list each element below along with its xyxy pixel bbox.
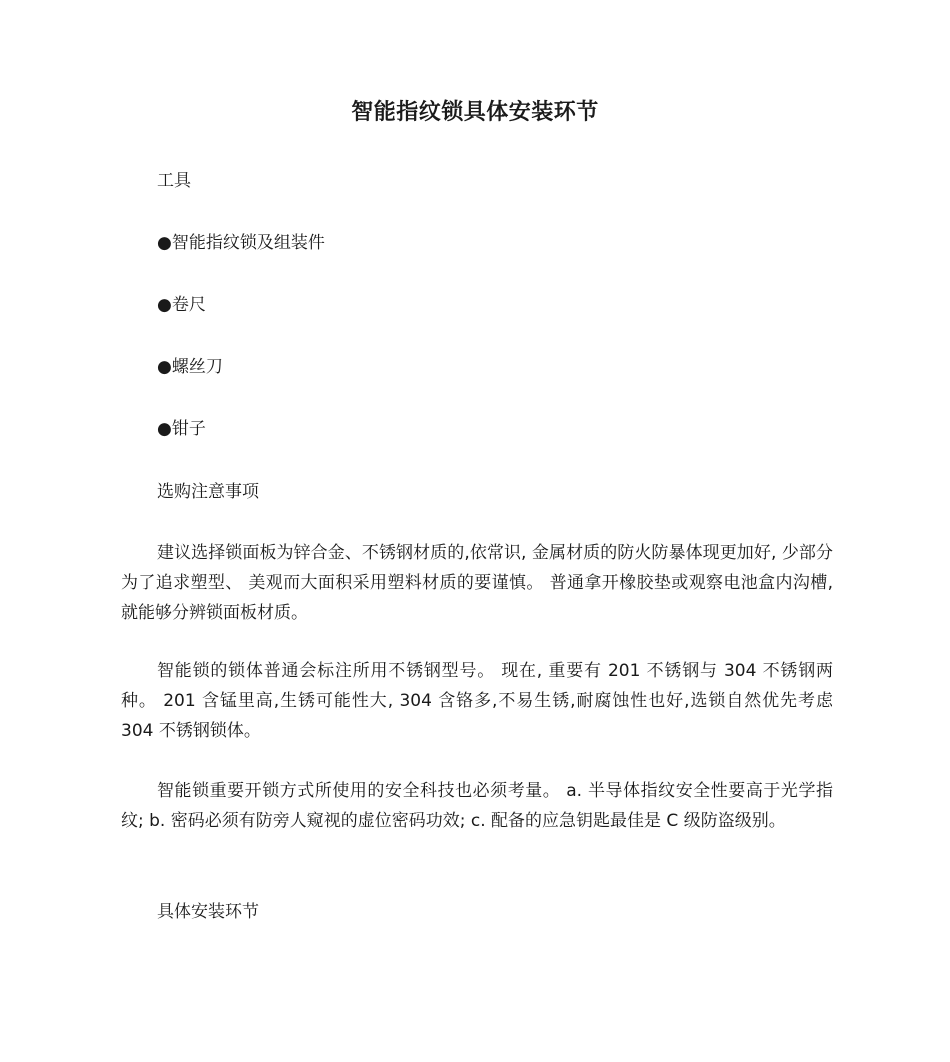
tool-item-screwdriver: ●螺丝刀: [157, 357, 223, 377]
tool-item-tape-measure: ●卷尺: [157, 295, 206, 315]
tool-item-pliers: ●钳子: [157, 419, 206, 439]
install-heading: 具体安装环节: [157, 902, 259, 922]
purchase-heading: 选购注意事项: [157, 482, 259, 502]
tools-heading: 工具: [157, 171, 191, 191]
document-title: 智能指纹锁具体安装环节: [351, 100, 599, 125]
paragraph-panel-material: 建议选择锁面板为锌合金、不锈钢材质的,依常识, 金属材质的防火防暴体现更加好, 少部分 为了追求塑型、 美观而大面积采用塑料材质的要谨慎。 普通拿开橡胶垫或观察电池盒内沟槽, 就能够分辨锁面板材质。: [121, 543, 833, 623]
paragraph-unlock-security: 智能锁重要开锁方式所使用的安全科技也必须考量。 a. 半导体指纹安全性要高于光学指纹; b. 密码必须有防旁人窥视的虚位密码功效; c. 配备的应急钥匙最佳是 C 级防盗级别。: [121, 781, 833, 831]
tool-item-lock: ●智能指纹锁及组装件: [157, 233, 325, 253]
paragraph-lock-body-steel: 智能锁的锁体普通会标注所用不锈钢型号。 现在, 重要有 201 不锈钢与 304 不锈钢两种。 201 含锰里高,生锈可能性大, 304 含铬多,不易生锈,耐腐蚀性也好,选锁自然优先考虑 304 不锈钢锁体。: [121, 661, 833, 741]
